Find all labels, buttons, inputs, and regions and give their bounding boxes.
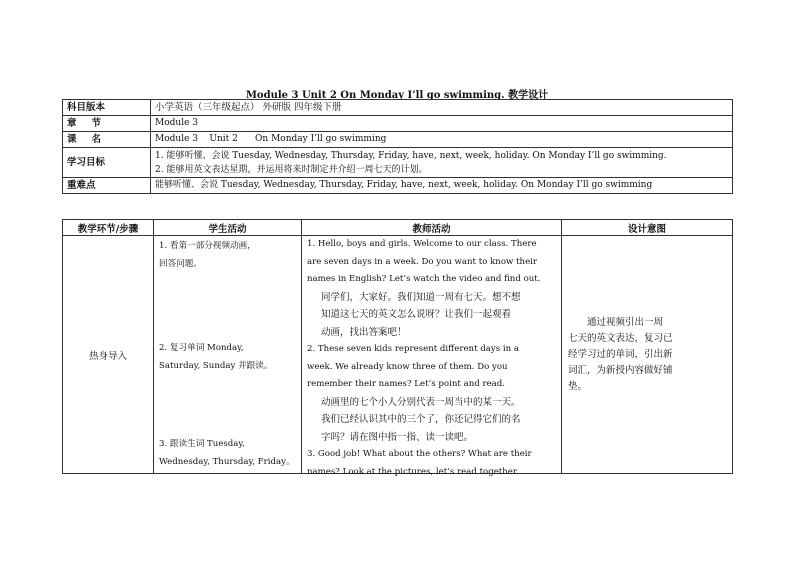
teacher-step-1-line-4: 同学们，大家好。我们知道一周有七天。想不想 (321, 291, 521, 303)
key-value: 能够听懂、会说 Tuesday, Wednesday, Thursday, Friday, have, next, week, holiday. On Monday I’ll go swimming (151, 178, 733, 194)
teacher-step-2-line-4: 动画里的七个小人分别代表一周当中的某一天。 (321, 396, 521, 408)
teacher-step-2-line-1: 2. These seven kids represent different days in a (307, 344, 520, 354)
info-row-key (63, 178, 733, 194)
student-step-3-line-2: Wednesday, Thursday, Friday。 (159, 456, 295, 467)
student-step-2-line-1: 2. 复习单词 Monday, (159, 343, 244, 353)
header-teacher: 教师活动 (302, 220, 562, 236)
lesson-label (63, 132, 151, 148)
student-step-1-line-2: 回答问题。 (159, 258, 202, 269)
teacher-step-2-line-6: 字吗？请在图中指一指、读一读吧。 (321, 431, 474, 443)
teacher-step-1-line-6: 动画，找出答案吧！ (321, 326, 407, 338)
design-line-3: 经学习过的单词，引出新 (568, 348, 673, 360)
lesson-table-header (63, 220, 733, 236)
student-step-2-line-2: Saturday, Sunday 并跟读。 (159, 360, 273, 371)
subject-value: 小学英语（三年级起点） 外研版 四年级下册 (151, 100, 733, 116)
key-label: 重难点 (63, 178, 151, 194)
header-stage: 教学环节/步骤 (63, 220, 154, 236)
lesson-label-char-2: 名 (91, 134, 101, 145)
design-line-4: 词汇，为新授内容做好铺 (568, 364, 673, 376)
chapter-label-char-2: 节 (91, 118, 101, 129)
lesson-table (62, 219, 733, 477)
document-title: Module 3 Unit 2 On Monday I’ll go swimming. 教学设计 (245, 90, 549, 101)
info-row-lesson (63, 132, 733, 148)
info-row-goals (63, 148, 733, 178)
info-table (62, 99, 733, 194)
goals-label: 学习目标 (63, 148, 151, 178)
info-row-subject (63, 100, 733, 116)
goals-value (151, 148, 733, 178)
student-step-3-line-1: 3. 跟读生词 Tuesday, (159, 439, 245, 449)
teacher-step-1-line-2: are seven days in a week. Do you want to know their (307, 256, 538, 267)
teacher-step-3-line-1: 3. Good job! What about the others? What are their (307, 449, 532, 459)
header-design: 设计意图 (562, 220, 733, 236)
lesson-label-char-1: 课 (67, 134, 77, 145)
chapter-value: Module 3 (151, 116, 733, 132)
teacher-step-2-line-2: week. We already know three of them. Do you (307, 361, 508, 372)
design-line-1: 通过视频引出一周 (587, 316, 664, 328)
teacher-step-1-line-3: names in English? Let’s watch the video and find out. (307, 274, 541, 284)
teacher-step-1-line-1: 1. Hello, boys and girls. Welcome to our class. There (307, 239, 537, 249)
student-step-1-line-1: 1. 看第一部分视频动画， (159, 241, 256, 251)
goals-line-2: 2. 能够用英文表达星期，并运用将来时制定并介绍一周七天的计划。 (155, 164, 428, 175)
teacher-step-2-line-3: remember their names? Let’s point and read. (307, 379, 506, 389)
teacher-activity-cell (302, 236, 562, 477)
lesson-row-warmup (63, 236, 733, 474)
design-intent-cell (562, 236, 733, 474)
teacher-step-3-line-2: names? Look at the pictures, let’s read together. (307, 466, 519, 477)
student-activity-cell (154, 236, 302, 474)
info-row-chapter (63, 116, 733, 132)
chapter-label (63, 116, 151, 132)
header-student: 学生活动 (154, 220, 302, 236)
chapter-label-char-1: 章 (67, 118, 77, 129)
lesson-value: Module 3 Unit 2 On Monday I’ll go swimming (151, 132, 733, 148)
teacher-step-1-line-5: 知道这七天的英文怎么说呀？让我们一起观看 (321, 309, 512, 320)
goals-line-1: 1. 能够听懂、会说 Tuesday, Wednesday, Thursday, Friday, have, next, week, holiday. On Monday I’ll go swimming. (155, 150, 667, 161)
subject-label: 科目版本 (63, 100, 151, 116)
stage-cell: 热身导入 (63, 236, 154, 474)
design-line-5: 垫。 (568, 380, 588, 392)
teacher-step-2-line-5: 我们已经认识其中的三个了，你还记得它们的名 (321, 414, 521, 425)
design-line-2: 七天的英文表达，复习已 (568, 332, 673, 344)
